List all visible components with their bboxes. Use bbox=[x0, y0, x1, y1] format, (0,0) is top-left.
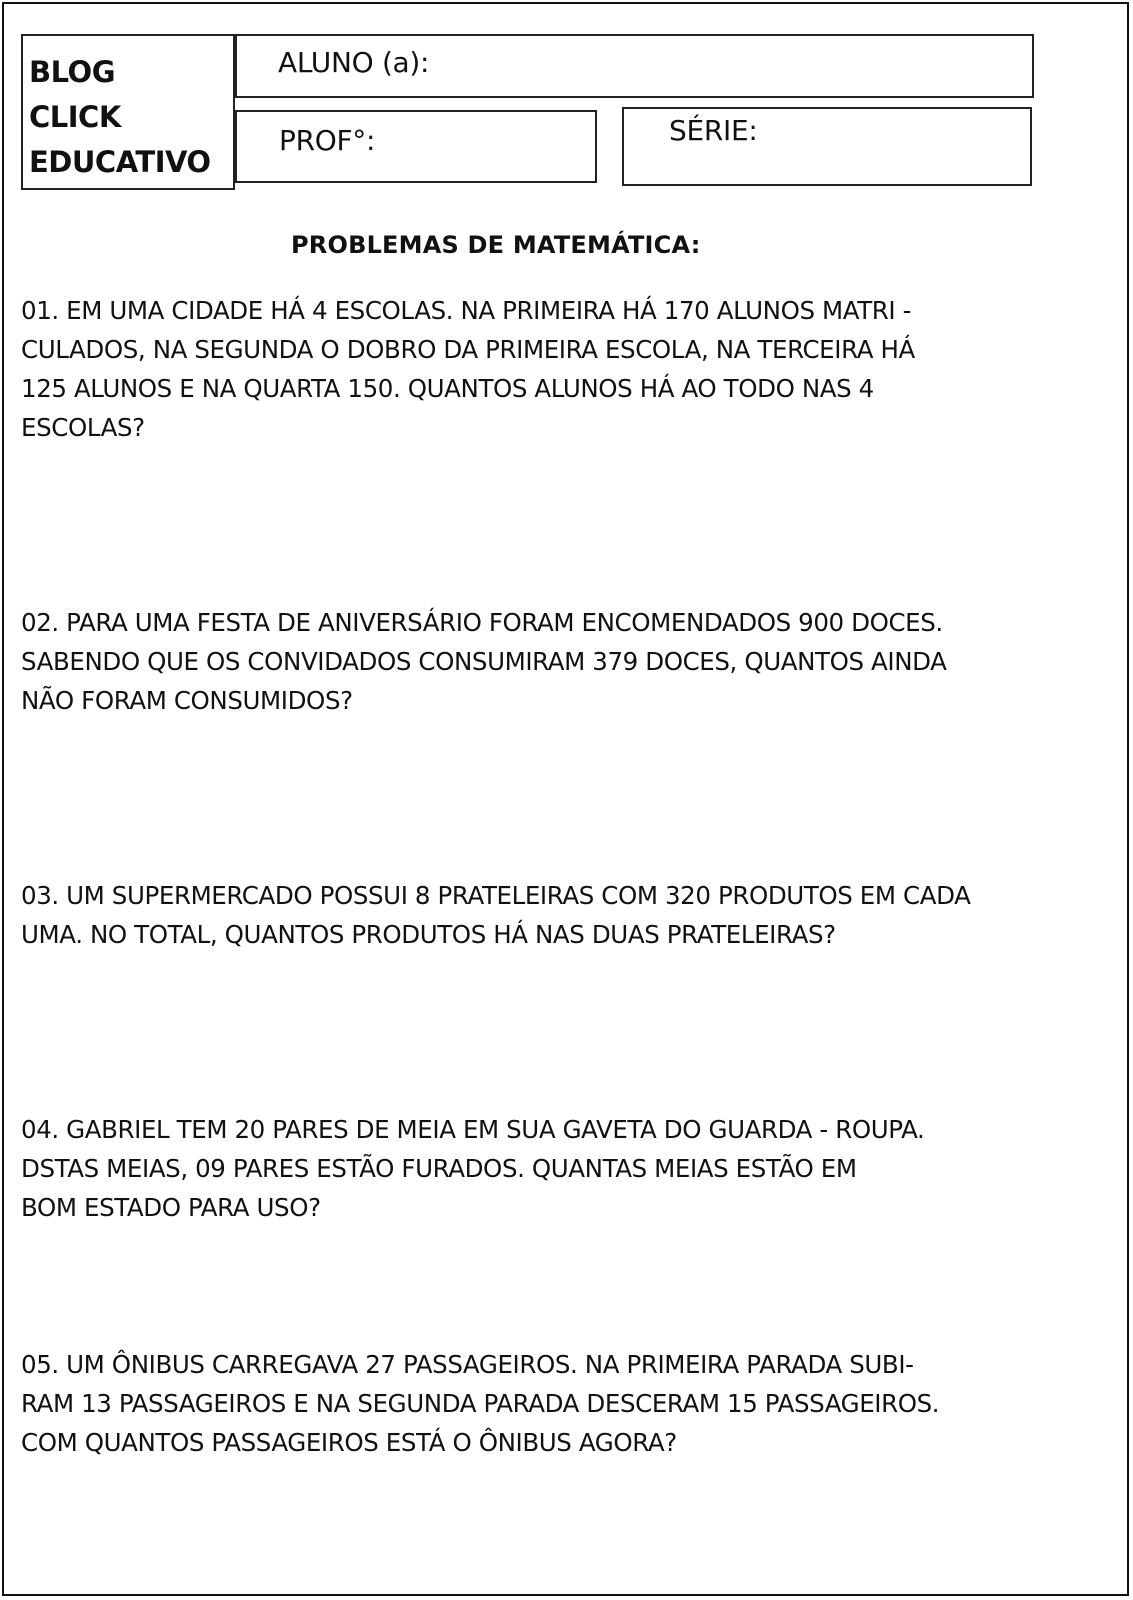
problem-line: 05. UM ÔNIBUS CARREGAVA 27 PASSAGEIROS. NA PRIMEIRA PARADA SUBI- bbox=[21, 1350, 914, 1379]
problem-line: 04. GABRIEL TEM 20 PARES DE MEIA EM SUA GAVETA DO GUARDA - ROUPA. bbox=[21, 1115, 925, 1144]
problem-04 bbox=[21, 1110, 1129, 1227]
problem-05 bbox=[21, 1345, 1129, 1462]
problem-02 bbox=[21, 603, 1129, 720]
problem-line: 01. EM UMA CIDADE HÁ 4 ESCOLAS. NA PRIMEIRA HÁ 170 ALUNOS MATRI - bbox=[21, 296, 912, 325]
problem-line: UMA. NO TOTAL, QUANTOS PRODUTOS HÁ NAS DUAS PRATELEIRAS? bbox=[21, 920, 836, 949]
student-name-field[interactable] bbox=[235, 34, 1034, 98]
problem-01 bbox=[21, 291, 1129, 447]
grade-label: SÉRIE: bbox=[669, 114, 758, 147]
problem-line: DSTAS MEIAS, 09 PARES ESTÃO FURADOS. QUANTAS MEIAS ESTÃO EM bbox=[21, 1154, 857, 1183]
problem-line: 125 ALUNOS E NA QUARTA 150. QUANTOS ALUNOS HÁ AO TODO NAS 4 bbox=[21, 374, 874, 403]
logo-line-educativo: EDUCATIVO bbox=[29, 145, 211, 179]
teacher-field[interactable] bbox=[235, 110, 597, 183]
problem-line: COM QUANTOS PASSAGEIROS ESTÁ O ÔNIBUS AGORA? bbox=[21, 1428, 677, 1457]
grade-field[interactable] bbox=[622, 107, 1032, 186]
teacher-label: PROF°: bbox=[279, 124, 376, 157]
student-name-label: ALUNO (a): bbox=[278, 46, 430, 79]
logo-line-click: CLICK bbox=[29, 100, 121, 134]
problem-line: BOM ESTADO PARA USO? bbox=[21, 1193, 321, 1222]
worksheet-title: PROBLEMAS DE MATEMÁTICA: bbox=[291, 231, 701, 259]
problem-line: RAM 13 PASSAGEIROS E NA SEGUNDA PARADA DESCERAM 15 PASSAGEIROS. bbox=[21, 1389, 940, 1418]
blog-logo bbox=[21, 34, 235, 190]
problem-line: SABENDO QUE OS CONVIDADOS CONSUMIRAM 379 DOCES, QUANTOS AINDA bbox=[21, 647, 947, 676]
problem-line: 03. UM SUPERMERCADO POSSUI 8 PRATELEIRAS COM 320 PRODUTOS EM CADA bbox=[21, 881, 971, 910]
problem-line: 02. PARA UMA FESTA DE ANIVERSÁRIO FORAM ENCOMENDADOS 900 DOCES. bbox=[21, 608, 943, 637]
problem-line: CULADOS, NA SEGUNDA O DOBRO DA PRIMEIRA ESCOLA, NA TERCEIRA HÁ bbox=[21, 335, 915, 364]
problem-03 bbox=[21, 876, 1129, 954]
problem-line: ESCOLAS? bbox=[21, 413, 145, 442]
problem-line: NÃO FORAM CONSUMIDOS? bbox=[21, 686, 353, 715]
logo-line-blog: BLOG bbox=[29, 55, 116, 89]
